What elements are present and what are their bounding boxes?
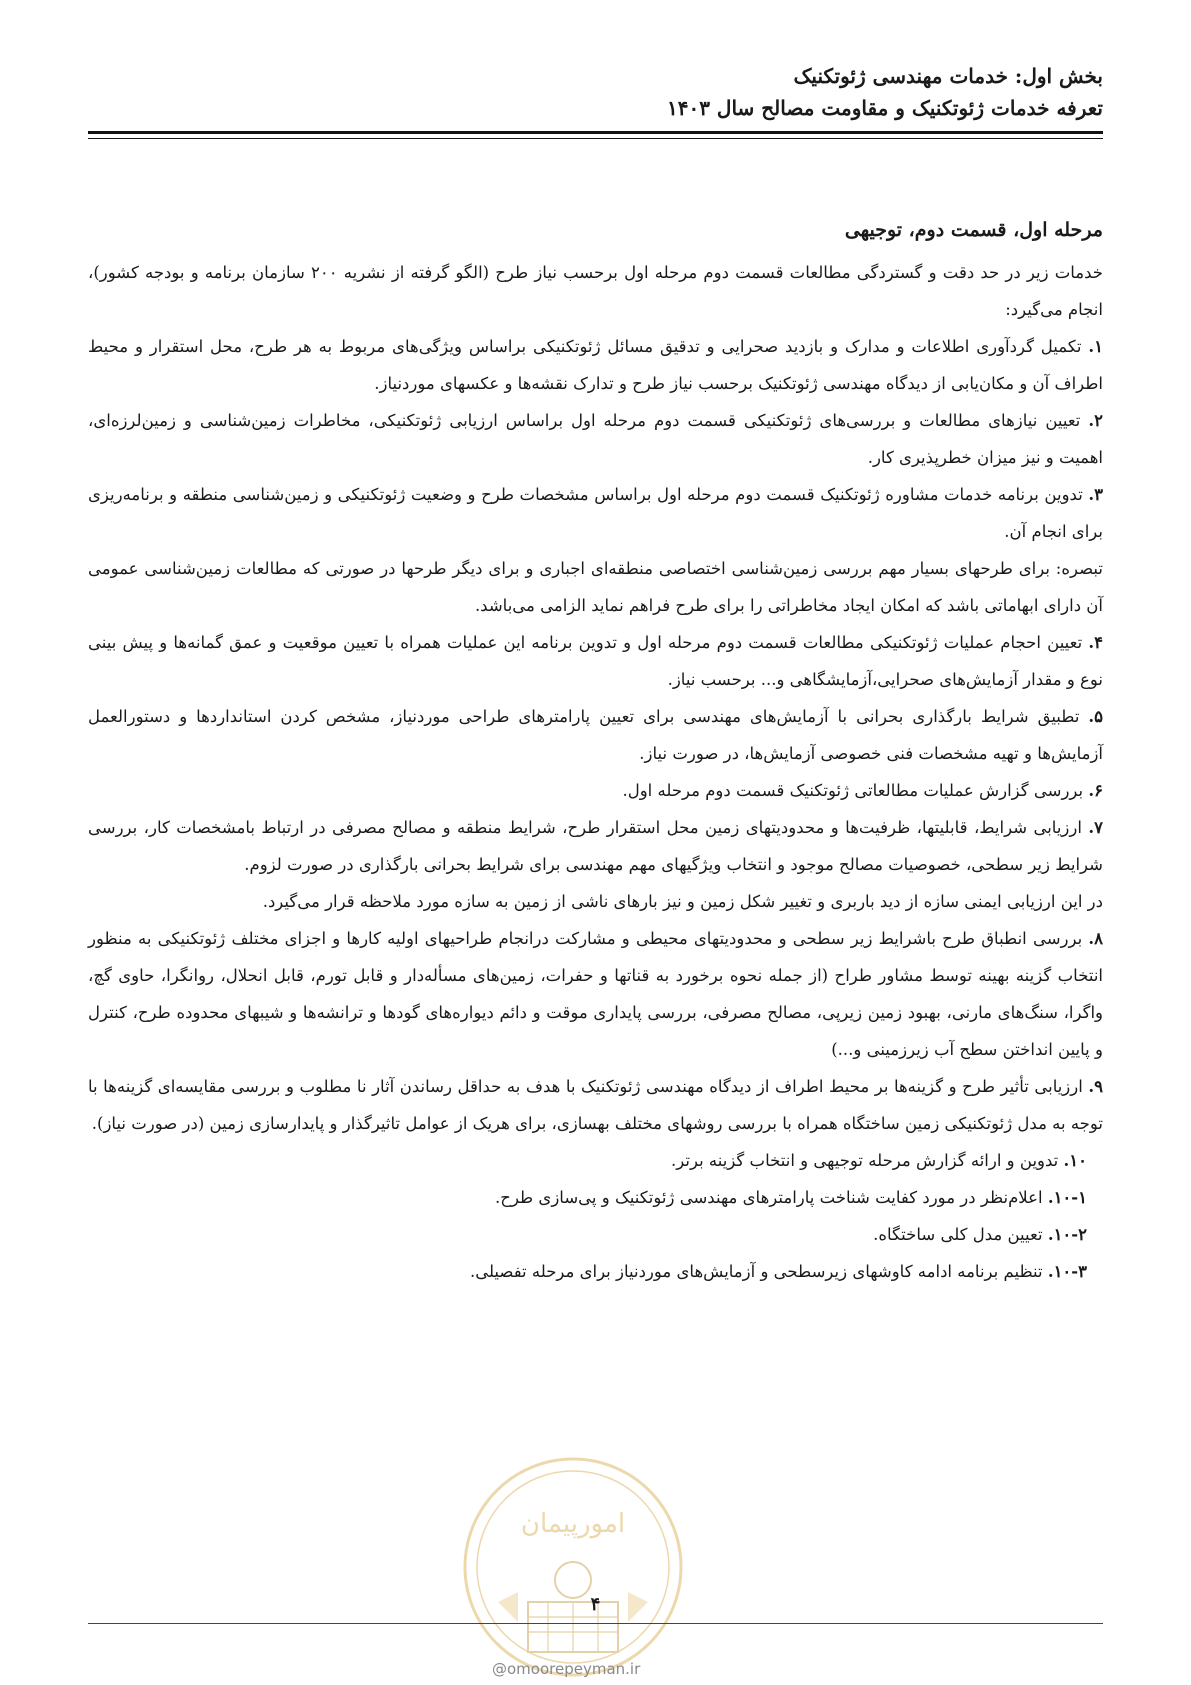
item-number: ۱۰-۱. <box>1047 1188 1087 1207</box>
section-title: مرحله اول، قسمت دوم، توجیهی <box>844 219 1103 241</box>
item-text: بررسی انطباق طرح باشرایط زیر سطحی و محدودیتهای محیطی و مشارکت درانجام طراحیهای اولیه کارها و اجزای مختلف ژئوتکنیکی به منظور انتخاب گزینه بهینه توسط مشاور طراح (از جمله نحوه برخورد به قناتها و حفرات، زمین‌های مسأله‌دار و قابل تورم، قابل انحلال، روانگرا، حاوی گچ، واگرا، سنگ‌های مارنی، بهبود زمین زیرپی، مصالح مصرفی، بررسی پایداری موقت و دائم دیواره‌های گودها و ترانشه‌ها و شیبهای محدوده طرح، کنترل و پایین انداختن سطح آب زیرزمینی و...) <box>88 929 1103 1059</box>
item-number: ۴. <box>1088 633 1103 652</box>
item-text: تعیین مدل کلی ساختگاه. <box>873 1225 1048 1244</box>
item-text: تکمیل گردآوری اطلاعات و مدارک و بازدید صحرایی و تدقیق مسائل ژئوتکنیکی براساس ویژگی‌های مربوط به هر طرح، محل استقرار و محیط اطراف آن و مکان‌یابی از دیدگاه مهندسی ژئوتکنیک برحسب نیاز طرح و تدارک نقشه‌ها و عکسهای موردنیاز. <box>88 337 1103 393</box>
item-number: ۵. <box>1088 707 1103 726</box>
list-item <box>88 476 1103 550</box>
main-content <box>88 210 1103 1290</box>
item-number: ۲. <box>1088 411 1103 430</box>
item-text: ارزیابی شرایط، قابلیتها، ظرفیت‌ها و محدودیتهای زمین محل استقرار طرح، شرایط منطقه و مصالح مصرفی در ارتباط بامشخصات کار، بررسی شرایط زیر سطحی، خصوصیات مصالح موجود و انتخاب ویژگیهای مهم مهندسی برای شرایط بحرانی بارگذاری در صورت لزوم. <box>88 818 1103 874</box>
header-part-title: بخش اول: خدمات مهندسی ژئوتکنیک <box>793 64 1103 88</box>
list-item <box>88 698 1103 772</box>
item-text: تدوین و ارائه گزارش مرحله توجیهی و انتخاب گزینه برتر. <box>671 1151 1064 1170</box>
item-text: تدوین برنامه خدمات مشاوره ژئوتکنیک قسمت دوم مرحله اول براساس مشخصات طرح و وضعیت ژئوتکنیکی و زمین‌شناسی منطقه و برنامه‌ریزی برای انجام آن. <box>88 485 1103 541</box>
item-number: ۹. <box>1088 1077 1103 1096</box>
list-item <box>88 1216 1103 1253</box>
list-item <box>88 328 1103 402</box>
list-item <box>88 1142 1103 1179</box>
page-header <box>88 60 1103 124</box>
item-number: ۸. <box>1088 929 1103 948</box>
list-item <box>88 402 1103 476</box>
item-number: ۱. <box>1088 337 1103 356</box>
page-number: ۴ <box>590 1594 601 1615</box>
seal-text: امورپیمان <box>520 1509 626 1539</box>
list-item <box>88 1179 1103 1216</box>
header-rule-thick <box>88 131 1103 134</box>
item-text: تعیین نیازهای مطالعات و بررسی‌های ژئوتکنیکی قسمت دوم مرحله اول براساس ارزیابی ژئوتکنیکی، مخاطرات زمین‌شناسی و زمین‌لرزه‌ای، اهمیت و نیز میزان خطرپذیری کار. <box>88 411 1103 467</box>
item-number: ۶. <box>1088 781 1103 800</box>
item-number: ۱۰. <box>1063 1151 1087 1170</box>
item-text: در این ارزیابی ایمنی سازه از دید باربری و تغییر شکل زمین و نیز بارهای ناشی از زمین به سازه مورد ملاحظه قرار می‌گیرد. <box>262 892 1103 911</box>
item-number: ۱۰-۳. <box>1047 1262 1087 1281</box>
list-item <box>88 1068 1103 1142</box>
list-item <box>88 624 1103 698</box>
header-document-title: تعرفه خدمات ژئوتکنیک و مقاومت مصالح سال ۱۴۰۳ <box>666 96 1103 120</box>
seal-watermark-icon <box>458 1452 688 1682</box>
item-number: ۷. <box>1088 818 1103 837</box>
header-rule-thin <box>88 138 1103 139</box>
item-number: ۱۰-۲. <box>1047 1225 1087 1244</box>
item-text: بررسی گزارش عملیات مطالعاتی ژئوتکنیک قسمت دوم مرحله اول. <box>622 781 1089 800</box>
list-item <box>88 772 1103 809</box>
note-paragraph <box>88 550 1103 624</box>
list-item <box>88 809 1103 883</box>
intro-paragraph: خدمات زیر در حد دقت و گستردگی مطالعات قسمت دوم مرحله اول برحسب نیاز طرح (الگو گرفته از نشریه ۲۰۰ سازمان برنامه و بودجه کشور)، انجام می‌گیرد: <box>88 263 1103 319</box>
list-item <box>88 1253 1103 1290</box>
footer-rule <box>88 1623 1103 1624</box>
item-text: ارزیابی تأثیر طرح و گزینه‌ها بر محیط اطراف از دیدگاه مهندسی ژئوتکنیک با هدف به حداقل رساندن آثار نا مطلوب و بررسی مقایسه‌ای گزینه‌ها با توجه به مدل ژئوتکنیکی زمین ساختگاه همراه با بررسی روشهای مختلف بهسازی، برای هریک از عوامل تاثیرگذار و پایدارسازی زمین (در صورت نیاز). <box>88 1077 1103 1133</box>
list-item <box>88 920 1103 1068</box>
item-text: تنظیم برنامه ادامه کاوشهای زیرسطحی و آزمایش‌های موردنیاز برای مرحله تفصیلی. <box>469 1262 1048 1281</box>
item-text: اعلام‌نظر در مورد کفایت شناخت پارامترهای مهندسی ژئوتکنیک و پی‌سازی طرح. <box>495 1188 1048 1207</box>
item-number: ۳. <box>1088 485 1103 504</box>
note-paragraph <box>88 883 1103 920</box>
item-text: تطبیق شرایط بارگذاری بحرانی با آزمایش‌های مهندسی برای تعیین پارامترهای طراحی موردنیاز، مشخص کردن استانداردها و دستورالعمل آزمایش‌ها و تهیه مشخصات فنی خصوصی آزمایش‌ها، در صورت نیاز. <box>88 707 1103 763</box>
item-text: تبصره: برای طرحهای بسیار مهم بررسی زمین‌شناسی اختصاصی منطقه‌ای اجباری و برای دیگر طرحها در صورتی که مطالعات زمین‌شناسی عمومی آن دارای ابهاماتی باشد که امکان ایجاد مخاطراتی را برای طرح فراهم نماید الزامی می‌باشد. <box>88 559 1103 615</box>
watermark-url: @omoorepeyman.ir <box>492 1660 641 1678</box>
item-text: تعیین احجام عملیات ژئوتکنیکی مطالعات قسمت دوم مرحله اول و تدوین برنامه این عملیات همراه با تعیین موقعیت و عمق گمانه‌ها و پیش بینی نوع و مقدار آزمایش‌های صحرایی،آزمایشگاهی و... برحسب نیاز. <box>88 633 1103 689</box>
